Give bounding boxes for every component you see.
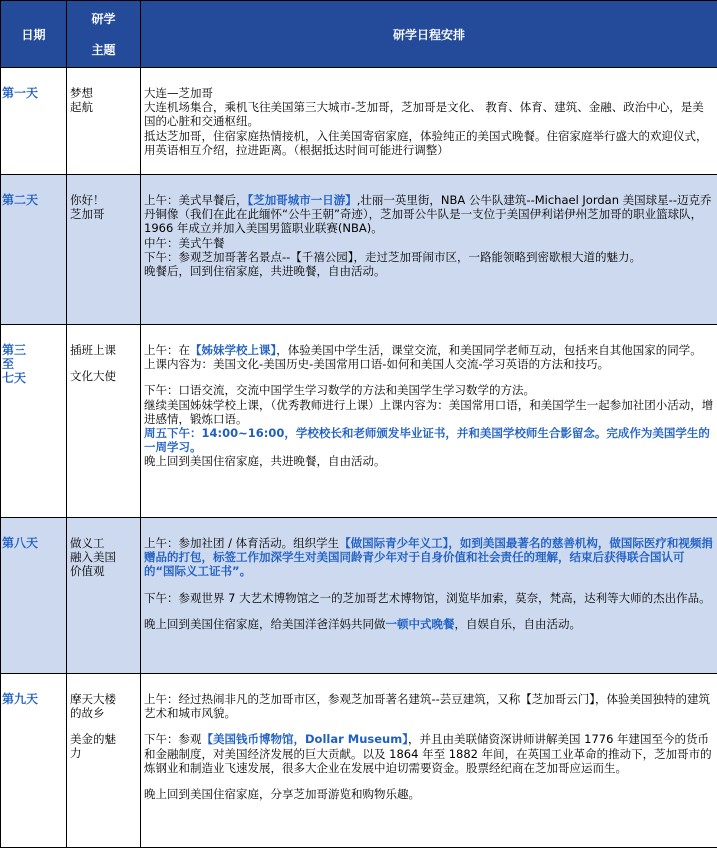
schedule-cell (141, 325, 717, 518)
table-row (1, 68, 717, 175)
highlight-text: 【做国际青少年义工】，如到美国最著名的慈善机构，做国际医疗和视频捐赠品的打包，标签工作加深学生对美国同龄青少年对于自身价值和社会责任的理解，结束后获得联合国认可的“国际义工证书”。 (144, 536, 713, 579)
topic-line: 梦想 (70, 86, 93, 100)
schedule-cell (141, 518, 717, 674)
header-topic (67, 1, 141, 68)
schedule-line (144, 193, 715, 236)
topic-line: 融入美国 (70, 550, 116, 564)
spacer (144, 720, 715, 732)
topic-line: 你好！ (70, 193, 105, 207)
day-cell: 第二天 (1, 175, 67, 325)
schedule-line: 晚餐后，回到住宿家庭，共进晚餐，自由活动。 (144, 264, 386, 279)
schedule-line (144, 536, 715, 579)
schedule-text: ,壮丽一英里街，NBA 公牛队建筑--Michael Jordan 美国球星--迈克乔丹铜像（我们在此在此缅怀“公牛王朝”奇迹），芝加哥公牛队是一支位于美国伊利诺伊州芝加哥的职业篮球队，1966 年成立并加入美国男篮职业联赛(NBA)。 (144, 193, 712, 236)
schedule-line (144, 343, 715, 357)
day-cell: 第一天 (1, 68, 67, 175)
topic-line: 文化大使 (70, 369, 116, 383)
schedule-text: ，并且由美联储资深讲师讲解美国 1776 年建国至今的货币和金融制度，对美国经济发展的巨大贡献。以及 1864 年至 1882 年间，在英国工业革命的推动下，芝加哥市的炼钢业和制造业飞速发展，很多大企业在发展中迫切需要资金。股票经纪商在芝加哥应运而生。 (144, 732, 712, 775)
topic-cell (67, 175, 141, 325)
table-row (1, 325, 717, 518)
spacer (144, 605, 715, 617)
topic-line: 力 (70, 746, 82, 760)
topic-line: 插班上课 (70, 343, 116, 357)
schedule-line: 继续美国姊妹学校上课，（优秀教师进行上课）上课内容为：美国常用口语，和美国学生一起参加社团小活动，增进感情，锻炼口语。 (144, 397, 714, 426)
schedule-line (144, 617, 715, 631)
day-cell: 第八天 (1, 518, 67, 674)
schedule-line: 大连—芝加哥 (144, 86, 213, 100)
highlight-text: 【姊妹学校上课】 (190, 343, 277, 357)
topic-cell (67, 518, 141, 674)
spacer (144, 775, 715, 787)
header-day: 日期 (1, 1, 67, 68)
day-cell: 第九天 (1, 674, 67, 848)
schedule-cell (141, 68, 717, 175)
topic-line: 摩天大楼 (70, 692, 116, 706)
highlight-line: 周五下午：14:00~16:00，学校校长和老师颁发毕业证书，并和美国学校师生合影留念。完成作为美国学生的一周学习。 (144, 426, 710, 455)
schedule-line: 上课内容为：美国文化-美国历史-美国常用口语-如何和美国人交流-学习英语的方法和技巧。 (144, 357, 610, 372)
header-schedule: 研学日程安排 (141, 1, 717, 68)
header-topic-line2: 主题 (91, 43, 116, 57)
topic-line: 做义工 (70, 536, 105, 550)
schedule-line: 下午：参观世界 7 大艺术博物馆之一的芝加哥艺术博物馆，浏览毕加索，莫奈，梵高，达利等大师的杰出作品。 (144, 590, 711, 605)
spacer (144, 371, 715, 383)
table-row (1, 175, 717, 325)
schedule-line: 中午：美式午餐 (144, 235, 225, 250)
topic-line: 芝加哥 (70, 207, 105, 221)
day-line: 至 (2, 357, 15, 371)
day-cell (1, 325, 67, 518)
topic-line: 价值观 (70, 564, 105, 578)
schedule-text: ，自娱自乐，自由活动。 (454, 616, 581, 631)
day-line: 第三 (2, 343, 27, 357)
schedule-line: 大连机场集合，乘机飞往美国第三大城市-芝加哥，芝加哥是文化、 教育、体育、建筑、金融、政治中心，是美国的心脏和交通枢纽。 (144, 100, 704, 129)
day-line: 七天 (2, 371, 27, 385)
schedule-text: 上午：参加社团 / 体育活动。组织学生 (144, 536, 340, 550)
highlight-text: 【美国钱币博物馆，Dollar Museum】 (201, 732, 408, 747)
schedule-line: 晚上回到美国住宿家庭，共进晚餐，自由活动。 (144, 454, 386, 469)
schedule-cell (141, 674, 717, 848)
schedule-text: 晚上回到美国住宿家庭，给美国洋爸洋妈共同做 (144, 616, 386, 631)
table-row (1, 518, 717, 674)
schedule-line (144, 732, 715, 775)
schedule-text: 上午：美式早餐后， (144, 193, 248, 207)
header-topic-line1: 研学 (91, 12, 116, 26)
table-row (1, 674, 717, 848)
schedule-line: 抵达芝加哥，住宿家庭热情接机，入住美国寄宿家庭，体验纯正的美国式晚餐。住宿家庭举行盛大的欢迎仪式，用英语相互介绍，拉进距离。（根据抵达时间可能进行调整） (144, 128, 708, 157)
schedule-line: 下午：参观芝加哥著名景点--【千禧公园】，走过芝加哥闹市区，一路能领略到密歇根大道的魅力。 (144, 249, 642, 264)
schedule-line: 晚上回到美国住宿家庭，分享芝加哥游览和购物乐趣。 (144, 787, 420, 802)
schedule-line: 下午：口语交流，交流中国学生学习数学的方法和美国学生学习数学的方法。 (144, 383, 535, 398)
schedule-text: 上午：在 (144, 343, 190, 357)
spacer (144, 579, 715, 591)
table-header-row (1, 1, 717, 68)
schedule-line: 上午：经过热闹非凡的芝加哥市区，参观芝加哥著名建筑--芸豆建筑，又称【芝加哥云门】，体验美国独特的建筑艺术和城市风貌。 (144, 692, 711, 721)
schedule-text: 下午：参观 (144, 732, 202, 747)
topic-line: 的故乡 (70, 706, 105, 720)
topic-line: 美金的魅 (70, 732, 116, 746)
schedule-cell (141, 175, 717, 325)
highlight-text: 一顿中式晚餐 (385, 616, 455, 631)
topic-line: 起航 (70, 100, 93, 114)
topic-cell (67, 674, 141, 848)
highlight-text: 【芝加哥城市一日游】 (247, 193, 357, 207)
topic-cell (67, 68, 141, 175)
topic-cell (67, 325, 141, 518)
schedule-text: ，体验美国中学生活，课堂交流，和美国同学老师互动，包括来自其他国家的同学。 (276, 343, 702, 357)
